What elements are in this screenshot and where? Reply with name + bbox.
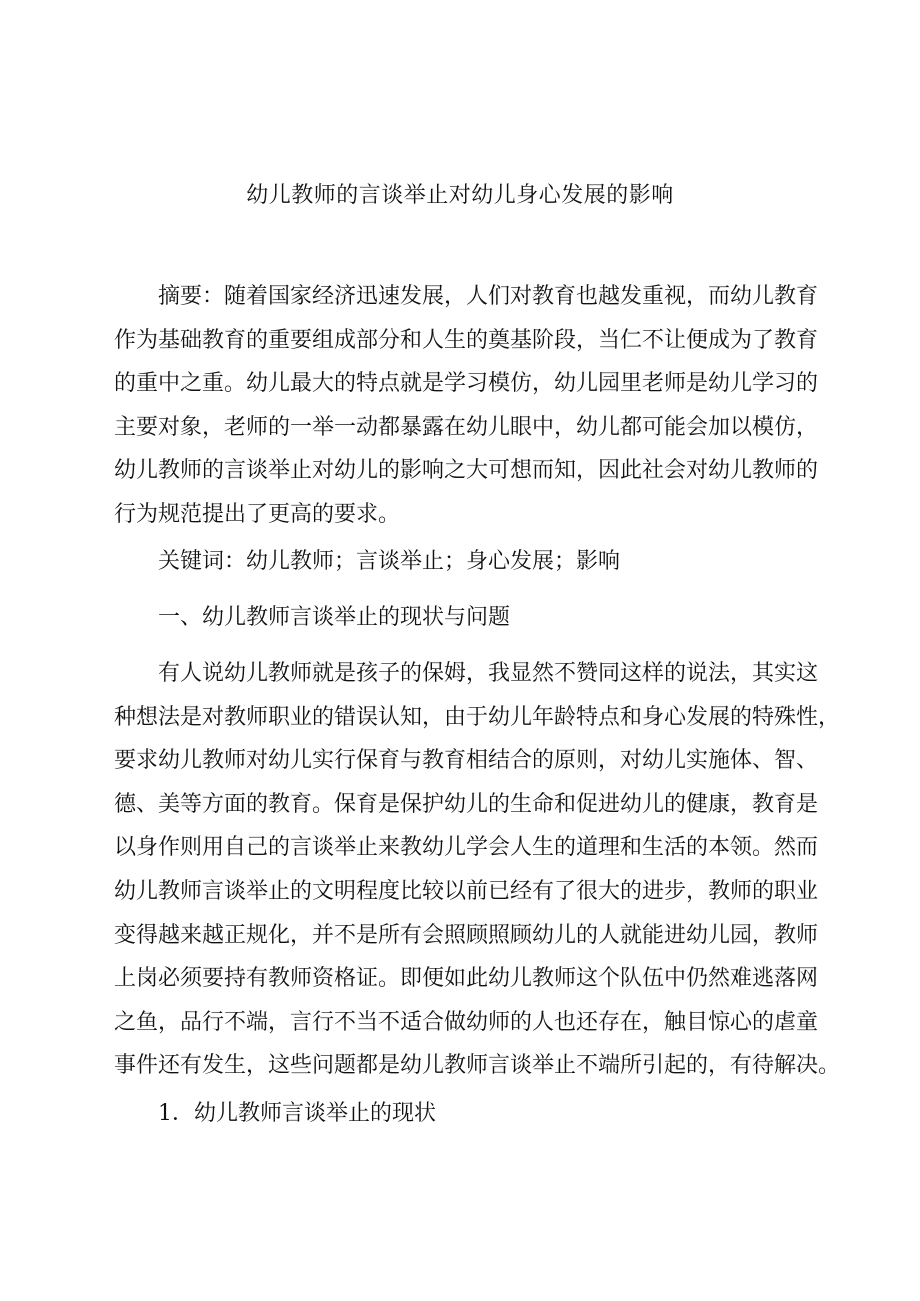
abstract-line: 的重中之重。幼儿最大的特点就是学习模仿，幼儿园里老师是幼儿学习的: [114, 371, 819, 397]
paragraph-line: 以身作则用自己的言谈举止来教幼儿学会人生的道理和生活的本领。然而: [114, 835, 819, 861]
keywords-paragraph: [114, 540, 814, 584]
paragraph-line: 要求幼儿教师对幼儿实行保育与教育相结合的原则，对幼儿实施体、智、: [114, 748, 819, 774]
paragraph-line: 德、美等方面的教育。保育是保护幼儿的生命和促进幼儿的健康，教育是: [114, 791, 819, 817]
section-heading: [114, 596, 814, 640]
paragraph-line: 事件还有发生，这些问题都是幼儿教师言谈举止不端所引起的，有待解决。: [114, 1053, 841, 1079]
abstract-line: 作为基础教育的重要组成部分和人生的奠基阶段，当仁不让便成为了教育: [114, 327, 819, 353]
section-heading-text: 一、幼儿教师言谈举止的现状与问题: [158, 605, 511, 630]
abstract-paragraph: [114, 275, 819, 537]
paragraph-line: 之鱼，品行不端，言行不当不适合做幼师的人也还存在，触目惊心的虐童: [114, 1009, 819, 1035]
abstract-line: 幼儿教师的言谈举止对幼儿的影响之大可想而知，因此社会对幼儿教师的: [114, 458, 819, 484]
abstract-line: 摘要：随着国家经济迅速发展，人们对教育也越发重视，而幼儿教育: [158, 284, 819, 309]
subsection-heading: [114, 1092, 814, 1136]
paragraph-line: 上岗必须要持有教师资格证。即便如此幼儿教师这个队伍中仍然难逃落网: [114, 966, 819, 992]
paragraph-line: 有人说幼儿教师就是孩子的保姆，我显然不赞同这样的说法，其实这: [158, 661, 819, 686]
keywords-line: 关键词：幼儿教师；言谈举止；身心发展；影响: [158, 549, 621, 574]
paragraph-line: 幼儿教师言谈举止的文明程度比较以前已经有了很大的进步，教师的职业: [114, 878, 819, 904]
paragraph-line: 变得越来越正规化，并不是所有会照顾照顾幼儿的人就能进幼儿园，教师: [114, 922, 819, 948]
abstract-line: 行为规范提出了更高的要求。: [114, 501, 401, 527]
subsection-heading-text: 1．幼儿教师言谈举止的现状: [158, 1101, 436, 1126]
document-title: 幼儿教师的言谈举止对幼儿身心发展的影响: [246, 183, 674, 208]
body-paragraph: [114, 652, 841, 1088]
abstract-line: 主要对象，老师的一举一动都暴露在幼儿眼中，幼儿都可能会加以模仿，: [114, 414, 819, 440]
paragraph-line: 种想法是对教师职业的错误认知，由于幼儿年龄特点和身心发展的特殊性，: [114, 704, 841, 730]
